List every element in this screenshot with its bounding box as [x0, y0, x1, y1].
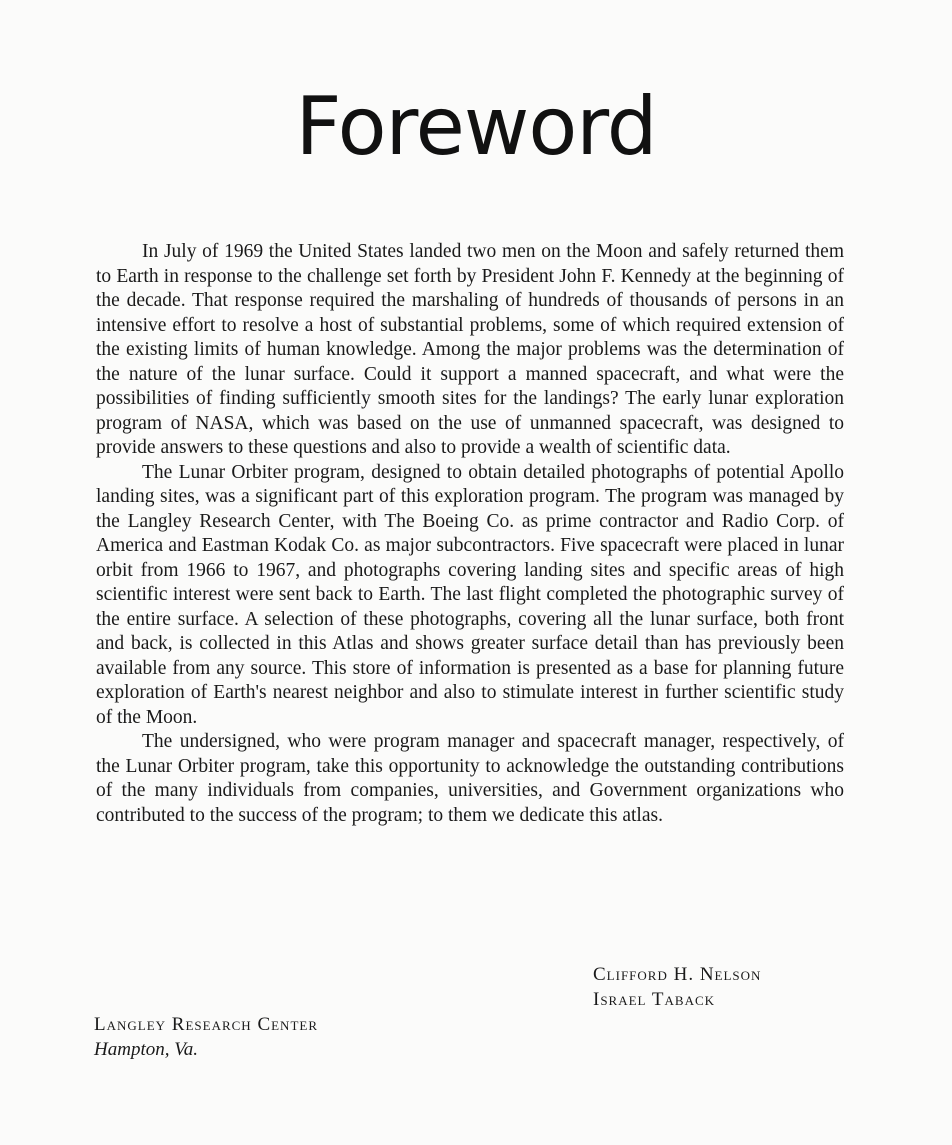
paragraph-3: The undersigned, who were program manager and spacecraft manager, respectively, of the Lunar Orbiter program, take this opportunity to acknowledge the outstanding contributions of the many individuals from companies, universities, and Government organizations who contributed to the success of the program; to them we dedicate this atlas. [96, 731, 844, 826]
place-name: Hampton, Va. [94, 1039, 198, 1060]
signature-block [593, 962, 761, 1012]
foreword-body [96, 240, 844, 828]
location-block [94, 1012, 318, 1062]
paragraph-2: The Lunar Orbiter program, designed to obtain detailed photographs of potential Apollo landing sites, was a significant part of this exploration program. The program was managed by the Langley Research Center, with The Boeing Co. as prime contractor and Radio Corp. of America and Eastman Kodak Co. as major subcontractors. Five spacecraft were placed in lunar orbit from 1966 to 1967, and photographs covering landing sites and specific areas of high scientific interest were sent back to Earth. The last flight completed the photographic survey of the entire surface. A selection of these photographs, covering all the lunar surface, both front and back, is collected in this Atlas and shows greater surface detail than has previously been available from any source. This store of information is presented as a base for planning future exploration of Earth's nearest neighbor and also to stimulate interest in further scientific study of the Moon. [96, 461, 844, 728]
organization-name: Langley Research Center [94, 1014, 318, 1035]
signatory-name: Israel Taback [593, 989, 716, 1010]
page-title: Foreword [295, 80, 657, 173]
signatory-name: Clifford H. Nelson [593, 964, 762, 985]
paragraph-1: In July of 1969 the United States landed two men on the Moon and safely returned them to Earth in response to the challenge set forth by President John F. Kennedy at the beginning of the decade. That response required the marshaling of hundreds of thousands of persons in an intensive effort to resolve a host of substantial problems, some of which required extension of the existing limits of human knowledge. Among the major problems was the determination of the nature of the lunar surface. Could it support a manned spacecraft, and what were the possibilities of finding sufficiently smooth sites for the landings? The early lunar exploration program of NASA, which was based on the use of unmanned spacecraft, was designed to provide answers to these questions and also to provide a wealth of scientific data. [96, 241, 844, 458]
